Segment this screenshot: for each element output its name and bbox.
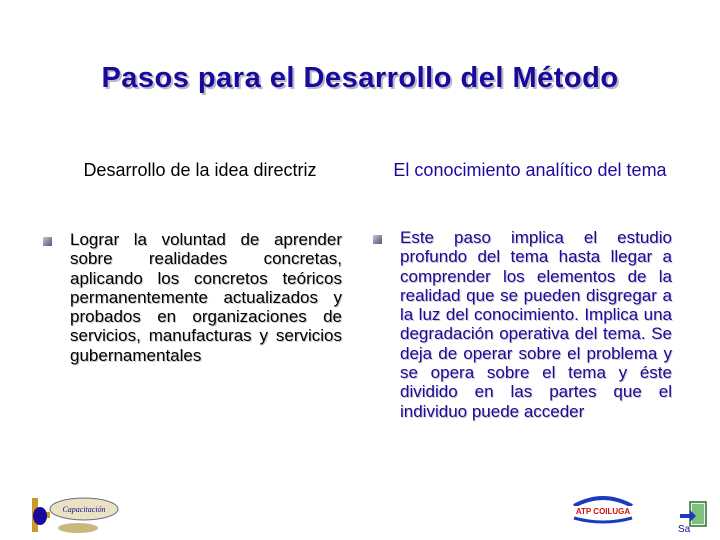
left-bullet-item (42, 230, 342, 365)
atp-consulting-logo-icon (566, 494, 640, 524)
right-column-heading: El conocimiento analítico del tema (393, 160, 667, 180)
nav-label: Sa (678, 524, 691, 534)
bullet-icon (42, 236, 52, 246)
atp-logo-text: ATP COILUGA (575, 507, 631, 516)
slide-title: Pasos para el Desarrollo del Método (101, 62, 619, 94)
capacitacion-logo-icon (30, 494, 122, 536)
right-bullet-item (372, 228, 672, 421)
left-bullet-text: Lograr la voluntad de aprender sobre realidades concretas, aplicando los concretos teóricos permanentemente actualizados y probados en organizaciones de servicios, manufacturas y servicios gubernamentales (70, 230, 342, 365)
left-column-heading: Desarrollo de la idea directriz (83, 160, 317, 180)
exit-door-icon[interactable] (676, 500, 712, 534)
right-bullet-text: Este paso implica el estudio profundo del tema hasta llegar a comprender los elementos de la realidad que se pueden disgregar a la luz del conocimiento. Implica una degradación operativa del tema. Se deja de operar sobre el problema y se opera sobre el tema y éste dividido en las partes que el individuo puede acceder (400, 228, 672, 421)
bullet-icon (372, 234, 382, 244)
capacitacion-logo-text: Capacitación (62, 505, 106, 514)
